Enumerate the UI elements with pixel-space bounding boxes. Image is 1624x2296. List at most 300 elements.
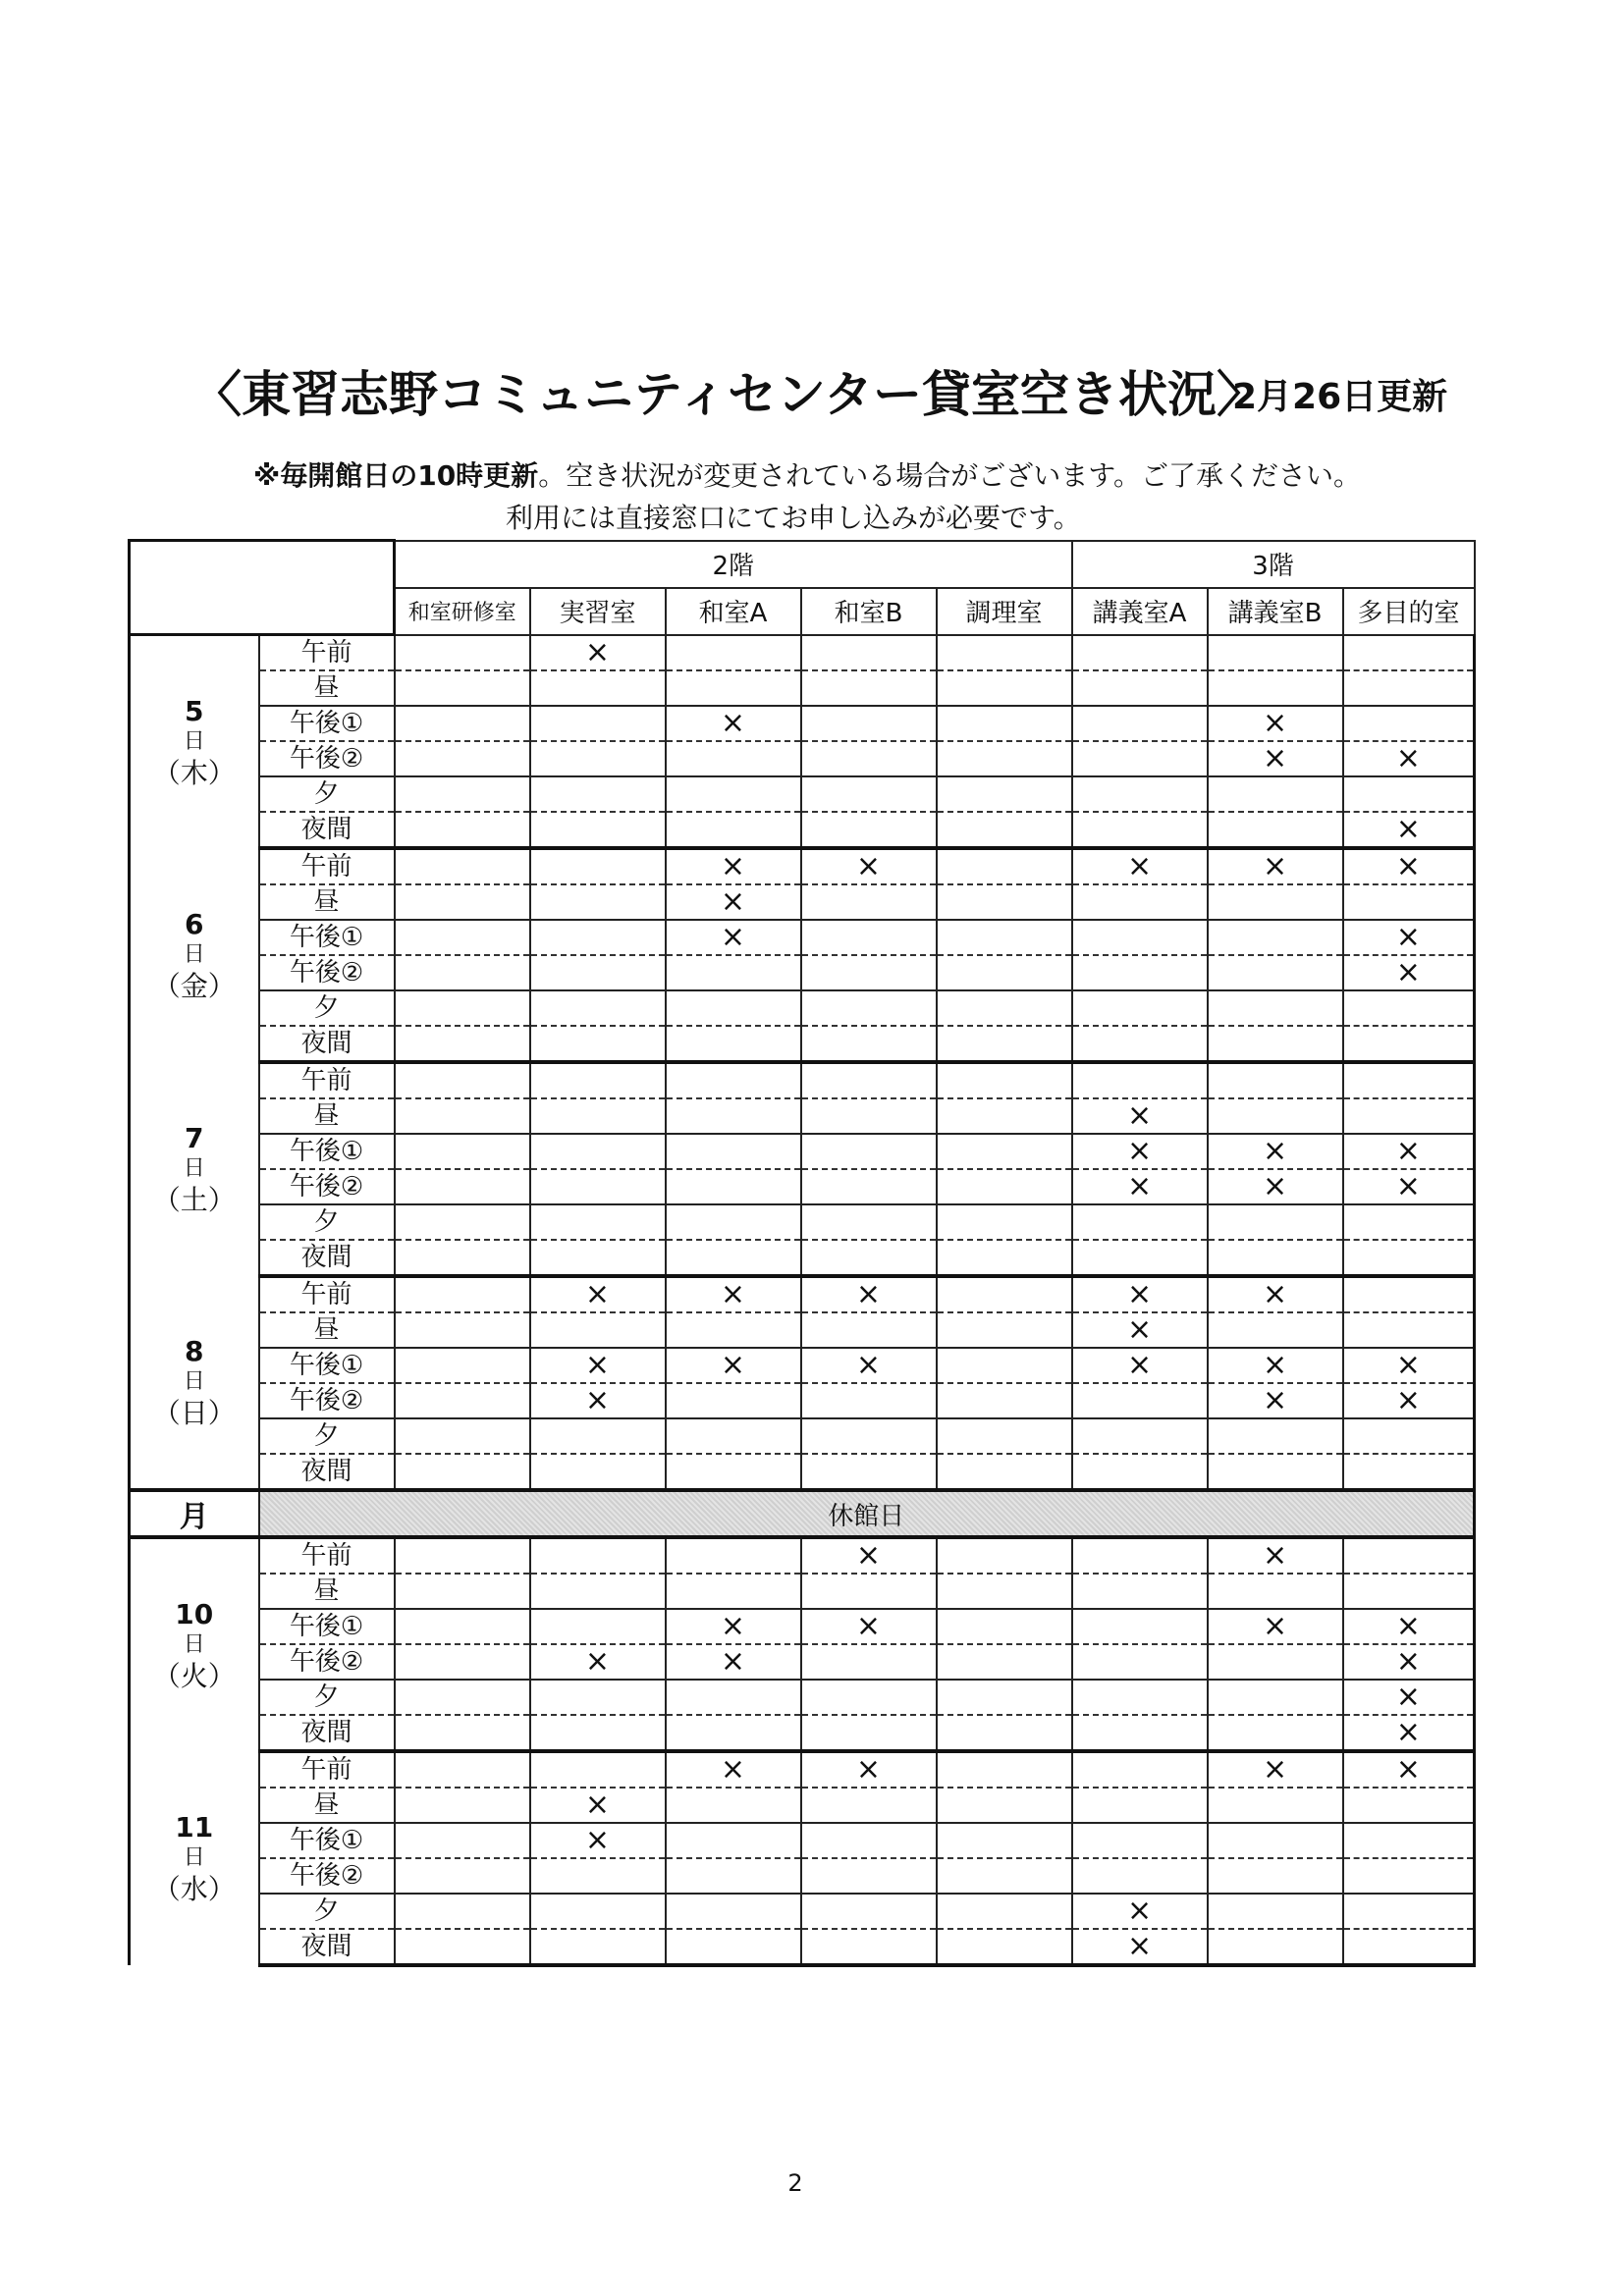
availability-cell xyxy=(801,1454,937,1490)
availability-cell xyxy=(1208,1026,1343,1062)
availability-cell xyxy=(937,1383,1072,1418)
availability-cell xyxy=(1343,1240,1475,1276)
availability-cell xyxy=(937,741,1072,776)
availability-cell xyxy=(1343,1454,1475,1490)
availability-cell xyxy=(530,1609,666,1644)
day-unit: 日 xyxy=(183,1156,205,1182)
availability-cell xyxy=(937,1929,1072,1965)
availability-cell xyxy=(666,1418,801,1454)
availability-cell xyxy=(1208,1788,1343,1823)
availability-cell xyxy=(666,776,801,812)
availability-cell xyxy=(937,1644,1072,1680)
slot-row xyxy=(130,920,1475,955)
availability-cell xyxy=(530,741,666,776)
availability-cell xyxy=(395,635,530,671)
room-header: 和室研修室 xyxy=(395,588,530,635)
booked-mark: × xyxy=(1208,1609,1343,1644)
availability-cell xyxy=(530,1454,666,1490)
booked-mark: × xyxy=(1343,1348,1475,1383)
availability-cell xyxy=(1072,884,1208,920)
booked-mark: × xyxy=(1072,1929,1208,1965)
availability-cell xyxy=(1343,1312,1475,1348)
availability-cell xyxy=(530,1098,666,1134)
update-note-text: 。空き状況が変更されている場合がございます。ご了承ください。 xyxy=(538,459,1361,492)
booked-mark: × xyxy=(1343,848,1475,884)
booked-mark: × xyxy=(530,1383,666,1418)
slot-label: 午後① xyxy=(259,1134,395,1169)
availability-cell xyxy=(666,1929,801,1965)
slot-label: 午後① xyxy=(259,920,395,955)
slot-row xyxy=(130,635,1475,671)
availability-cell xyxy=(530,884,666,920)
availability-cell xyxy=(666,1383,801,1418)
availability-cell xyxy=(1343,1026,1475,1062)
booked-mark: × xyxy=(801,1348,937,1383)
availability-cell xyxy=(1343,1858,1475,1894)
availability-cell xyxy=(801,1644,937,1680)
slot-row xyxy=(130,848,1475,884)
availability-cell xyxy=(937,1240,1072,1276)
slot-row xyxy=(130,1537,1475,1574)
slot-label: 夕 xyxy=(259,1204,395,1240)
availability-cell xyxy=(666,635,801,671)
availability-cell xyxy=(530,848,666,884)
slot-label: 午前 xyxy=(259,1062,395,1098)
availability-cell xyxy=(937,955,1072,990)
availability-cell xyxy=(1072,741,1208,776)
availability-cell xyxy=(666,1169,801,1204)
availability-cell xyxy=(395,1929,530,1965)
availability-cell xyxy=(530,1858,666,1894)
slot-row xyxy=(130,1204,1475,1240)
availability-cell xyxy=(1208,1418,1343,1454)
availability-cell xyxy=(666,1680,801,1715)
availability-cell xyxy=(1072,1383,1208,1418)
availability-cell xyxy=(1208,884,1343,920)
slot-label: 午後② xyxy=(259,741,395,776)
availability-cell xyxy=(530,1026,666,1062)
slot-label: 午後② xyxy=(259,1169,395,1204)
slot-label: 昼 xyxy=(259,1312,395,1348)
availability-cell xyxy=(1072,1680,1208,1715)
availability-cell xyxy=(937,1134,1072,1169)
availability-cell xyxy=(937,1894,1072,1929)
slot-label: 夜間 xyxy=(259,1715,395,1751)
schedule-body xyxy=(130,635,1475,1966)
slot-label: 夕 xyxy=(259,1680,395,1715)
availability-cell xyxy=(1208,812,1343,848)
availability-cell xyxy=(937,1098,1072,1134)
availability-cell xyxy=(801,670,937,706)
day-unit: 日 xyxy=(183,1369,205,1395)
slot-label: 午後① xyxy=(259,1348,395,1383)
slot-label: 昼 xyxy=(259,1098,395,1134)
availability-cell xyxy=(801,1418,937,1454)
slot-label: 午後① xyxy=(259,706,395,741)
availability-cell xyxy=(395,1312,530,1348)
availability-cell xyxy=(1343,635,1475,671)
availability-cell xyxy=(1343,1537,1475,1574)
updated-date: 2月26日更新 xyxy=(1232,377,1448,417)
booked-mark: × xyxy=(1208,1383,1343,1418)
availability-cell xyxy=(1072,1823,1208,1858)
availability-cell xyxy=(1072,670,1208,706)
availability-cell xyxy=(530,1240,666,1276)
availability-cell xyxy=(937,1348,1072,1383)
update-note-bold: ※毎開館日の10時更新 xyxy=(253,459,539,492)
day-cell xyxy=(130,848,259,1062)
slot-label: 夜間 xyxy=(259,1240,395,1276)
booked-mark: × xyxy=(1072,1894,1208,1929)
availability-cell xyxy=(801,741,937,776)
slot-row xyxy=(130,741,1475,776)
slot-row xyxy=(130,1276,1475,1312)
availability-cell xyxy=(395,1418,530,1454)
availability-cell xyxy=(1072,706,1208,741)
availability-cell xyxy=(1072,1204,1208,1240)
booked-mark: × xyxy=(666,920,801,955)
availability-cell xyxy=(801,1929,937,1965)
availability-cell xyxy=(1208,955,1343,990)
availability-cell xyxy=(530,1894,666,1929)
booked-mark: × xyxy=(666,884,801,920)
availability-cell xyxy=(801,1680,937,1715)
availability-cell xyxy=(937,1788,1072,1823)
availability-cell xyxy=(1072,1418,1208,1454)
availability-cell xyxy=(395,1574,530,1609)
booked-mark: × xyxy=(1208,1169,1343,1204)
availability-cell xyxy=(801,776,937,812)
slot-row xyxy=(130,706,1475,741)
slot-label: 夜間 xyxy=(259,1026,395,1062)
day-cell xyxy=(130,635,259,849)
slot-row xyxy=(130,1644,1475,1680)
booked-mark: × xyxy=(1343,1169,1475,1204)
availability-cell xyxy=(1072,1644,1208,1680)
slot-label: 午後② xyxy=(259,1858,395,1894)
slot-row xyxy=(130,955,1475,990)
booked-mark: × xyxy=(666,1276,801,1312)
availability-cell xyxy=(1072,812,1208,848)
availability-cell xyxy=(937,635,1072,671)
room-header: 多目的室 xyxy=(1343,588,1475,635)
booked-mark: × xyxy=(1343,812,1475,848)
availability-cell xyxy=(1072,1574,1208,1609)
availability-cell xyxy=(1343,1574,1475,1609)
availability-cell xyxy=(1072,1715,1208,1751)
availability-cell xyxy=(666,1715,801,1751)
availability-cell xyxy=(801,1312,937,1348)
slot-label: 夜間 xyxy=(259,1929,395,1965)
availability-cell xyxy=(530,1751,666,1788)
availability-cell xyxy=(666,1098,801,1134)
availability-cell xyxy=(530,1574,666,1609)
slot-row xyxy=(130,1240,1475,1276)
slot-row xyxy=(130,1574,1475,1609)
availability-cell xyxy=(1343,990,1475,1026)
closed-day-text: 休館日 xyxy=(259,1490,1475,1537)
availability-cell xyxy=(395,1644,530,1680)
availability-cell xyxy=(1072,955,1208,990)
availability-cell xyxy=(937,1062,1072,1098)
availability-cell xyxy=(395,1026,530,1062)
availability-cell xyxy=(801,1204,937,1240)
booked-mark: × xyxy=(530,1788,666,1823)
availability-cell xyxy=(1343,884,1475,920)
booked-mark: × xyxy=(1208,1537,1343,1574)
availability-cell xyxy=(1072,1240,1208,1276)
availability-cell xyxy=(801,1383,937,1418)
availability-cell xyxy=(801,1788,937,1823)
closed-day-row xyxy=(130,1490,1475,1537)
availability-cell xyxy=(1343,1823,1475,1858)
availability-cell xyxy=(395,920,530,955)
booked-mark: × xyxy=(530,635,666,671)
availability-cell xyxy=(666,1823,801,1858)
availability-cell xyxy=(530,1204,666,1240)
availability-cell xyxy=(1208,1574,1343,1609)
slot-label: 昼 xyxy=(259,884,395,920)
availability-cell xyxy=(666,955,801,990)
availability-cell xyxy=(666,1574,801,1609)
availability-cell xyxy=(937,776,1072,812)
booked-mark: × xyxy=(530,1823,666,1858)
booked-mark: × xyxy=(1208,1348,1343,1383)
slot-row xyxy=(130,1609,1475,1644)
slot-label: 午後② xyxy=(259,1644,395,1680)
booked-mark: × xyxy=(666,1609,801,1644)
booked-mark: × xyxy=(530,1348,666,1383)
availability-cell xyxy=(801,955,937,990)
slot-label: 午後② xyxy=(259,955,395,990)
availability-cell xyxy=(530,1537,666,1574)
page-number: 2 xyxy=(787,2169,803,2197)
availability-cell xyxy=(1343,1098,1475,1134)
availability-cell xyxy=(1208,920,1343,955)
slot-label: 午前 xyxy=(259,1751,395,1788)
availability-cell xyxy=(1208,1894,1343,1929)
availability-cell xyxy=(530,706,666,741)
availability-cell xyxy=(395,1751,530,1788)
availability-cell xyxy=(1343,706,1475,741)
room-header: 実習室 xyxy=(530,588,666,635)
slot-row xyxy=(130,990,1475,1026)
availability-cell xyxy=(666,741,801,776)
availability-cell xyxy=(1208,1098,1343,1134)
availability-cell xyxy=(395,990,530,1026)
availability-cell xyxy=(395,1680,530,1715)
floor-header-2f: 2階 xyxy=(395,541,1072,588)
day-cell xyxy=(130,1276,259,1490)
day-unit: 日 xyxy=(183,729,205,755)
booked-mark: × xyxy=(1072,1134,1208,1169)
availability-cell xyxy=(937,1169,1072,1204)
availability-cell xyxy=(395,884,530,920)
availability-cell xyxy=(530,1929,666,1965)
booked-mark: × xyxy=(1072,1312,1208,1348)
availability-cell xyxy=(666,1026,801,1062)
booked-mark: × xyxy=(1343,1751,1475,1788)
availability-cell xyxy=(1072,990,1208,1026)
slot-row xyxy=(130,1788,1475,1823)
availability-cell xyxy=(801,1026,937,1062)
booked-mark: × xyxy=(1072,1348,1208,1383)
availability-cell xyxy=(395,1098,530,1134)
booked-mark: × xyxy=(1343,741,1475,776)
availability-cell xyxy=(395,706,530,741)
availability-cell xyxy=(1072,920,1208,955)
availability-cell xyxy=(530,955,666,990)
availability-cell xyxy=(1208,1929,1343,1965)
availability-cell xyxy=(1072,635,1208,671)
slot-label: 昼 xyxy=(259,1574,395,1609)
availability-cell xyxy=(937,1312,1072,1348)
slot-row xyxy=(130,1894,1475,1929)
availability-cell xyxy=(937,920,1072,955)
availability-cell xyxy=(395,741,530,776)
day-date: 6 xyxy=(185,908,204,941)
update-note xyxy=(253,454,1361,494)
availability-cell xyxy=(801,1062,937,1098)
availability-cell xyxy=(666,1537,801,1574)
availability-cell xyxy=(666,670,801,706)
availability-cell xyxy=(1208,1858,1343,1894)
availability-cell xyxy=(937,1454,1072,1490)
booked-mark: × xyxy=(1072,848,1208,884)
slot-row xyxy=(130,1026,1475,1062)
booked-mark: × xyxy=(666,1644,801,1680)
booked-mark: × xyxy=(1072,1169,1208,1204)
slot-row xyxy=(130,1134,1475,1169)
availability-cell xyxy=(395,670,530,706)
slot-label: 夕 xyxy=(259,776,395,812)
availability-cell xyxy=(530,1680,666,1715)
availability-cell xyxy=(801,1823,937,1858)
availability-cell xyxy=(937,670,1072,706)
availability-cell xyxy=(666,1454,801,1490)
availability-cell xyxy=(1208,1823,1343,1858)
availability-cell xyxy=(395,1383,530,1418)
availability-cell xyxy=(1208,1715,1343,1751)
availability-table xyxy=(128,539,1476,1967)
booked-mark: × xyxy=(1343,920,1475,955)
availability-cell xyxy=(1072,1026,1208,1062)
booked-mark: × xyxy=(666,1348,801,1383)
availability-cell xyxy=(530,670,666,706)
slot-row xyxy=(130,1062,1475,1098)
day-weekday: （日） xyxy=(152,1396,236,1429)
availability-cell xyxy=(1343,776,1475,812)
availability-cell xyxy=(530,812,666,848)
availability-cell xyxy=(530,1169,666,1204)
availability-cell xyxy=(801,812,937,848)
availability-cell xyxy=(395,1715,530,1751)
availability-cell xyxy=(1343,1929,1475,1965)
availability-cell xyxy=(801,706,937,741)
availability-cell xyxy=(1343,670,1475,706)
slot-label: 昼 xyxy=(259,1788,395,1823)
availability-cell xyxy=(395,1240,530,1276)
slot-row xyxy=(130,1418,1475,1454)
availability-cell xyxy=(395,776,530,812)
availability-cell xyxy=(801,884,937,920)
booked-mark: × xyxy=(1343,1383,1475,1418)
availability-cell xyxy=(1208,635,1343,671)
day-date: 7 xyxy=(185,1122,204,1155)
slot-label: 夕 xyxy=(259,1418,395,1454)
floor-header-3f: 3階 xyxy=(1072,541,1475,588)
slot-label: 午後② xyxy=(259,1383,395,1418)
availability-cell xyxy=(1208,776,1343,812)
availability-cell xyxy=(937,1858,1072,1894)
availability-cell xyxy=(530,776,666,812)
day-date: 11 xyxy=(175,1811,214,1844)
table-corner xyxy=(130,541,395,635)
availability-cell xyxy=(395,1537,530,1574)
availability-cell xyxy=(1072,1788,1208,1823)
room-header: 和室B xyxy=(801,588,937,635)
availability-cell xyxy=(395,1894,530,1929)
booked-mark: × xyxy=(801,1609,937,1644)
availability-cell xyxy=(666,1062,801,1098)
floor-header-row xyxy=(130,541,1475,588)
availability-cell xyxy=(1208,1454,1343,1490)
booked-mark: × xyxy=(1343,1680,1475,1715)
availability-cell xyxy=(801,1098,937,1134)
availability-cell xyxy=(395,1134,530,1169)
availability-cell xyxy=(1343,1418,1475,1454)
availability-cell xyxy=(530,1134,666,1169)
slot-label: 夜間 xyxy=(259,812,395,848)
booked-mark: × xyxy=(1208,848,1343,884)
availability-cell xyxy=(666,1134,801,1169)
availability-cell xyxy=(1343,1276,1475,1312)
room-header: 講義室B xyxy=(1208,588,1343,635)
availability-cell xyxy=(395,1062,530,1098)
day-date: 5 xyxy=(185,695,204,728)
availability-cell xyxy=(937,848,1072,884)
day-cell xyxy=(130,1062,259,1276)
slot-label: 午前 xyxy=(259,635,395,671)
availability-cell xyxy=(937,1026,1072,1062)
slot-row xyxy=(130,1929,1475,1965)
slot-label: 午前 xyxy=(259,848,395,884)
booked-mark: × xyxy=(801,1751,937,1788)
availability-cell xyxy=(1208,670,1343,706)
availability-cell xyxy=(666,1858,801,1894)
availability-cell xyxy=(1208,1062,1343,1098)
availability-cell xyxy=(395,1609,530,1644)
availability-cell xyxy=(666,1312,801,1348)
availability-cell xyxy=(530,1312,666,1348)
booked-mark: × xyxy=(1343,1644,1475,1680)
availability-cell xyxy=(801,1858,937,1894)
day-date: 8 xyxy=(185,1335,204,1368)
day-cell xyxy=(130,1537,259,1751)
booked-mark: × xyxy=(1343,1715,1475,1751)
slot-row xyxy=(130,812,1475,848)
availability-cell xyxy=(801,635,937,671)
slot-row xyxy=(130,1751,1475,1788)
availability-cell xyxy=(530,990,666,1026)
availability-cell xyxy=(1208,1312,1343,1348)
availability-cell xyxy=(1208,990,1343,1026)
availability-cell xyxy=(801,920,937,955)
day-unit: 日 xyxy=(183,1845,205,1871)
slot-row xyxy=(130,1680,1475,1715)
availability-cell xyxy=(1208,1204,1343,1240)
day-weekday: （木） xyxy=(152,756,236,789)
